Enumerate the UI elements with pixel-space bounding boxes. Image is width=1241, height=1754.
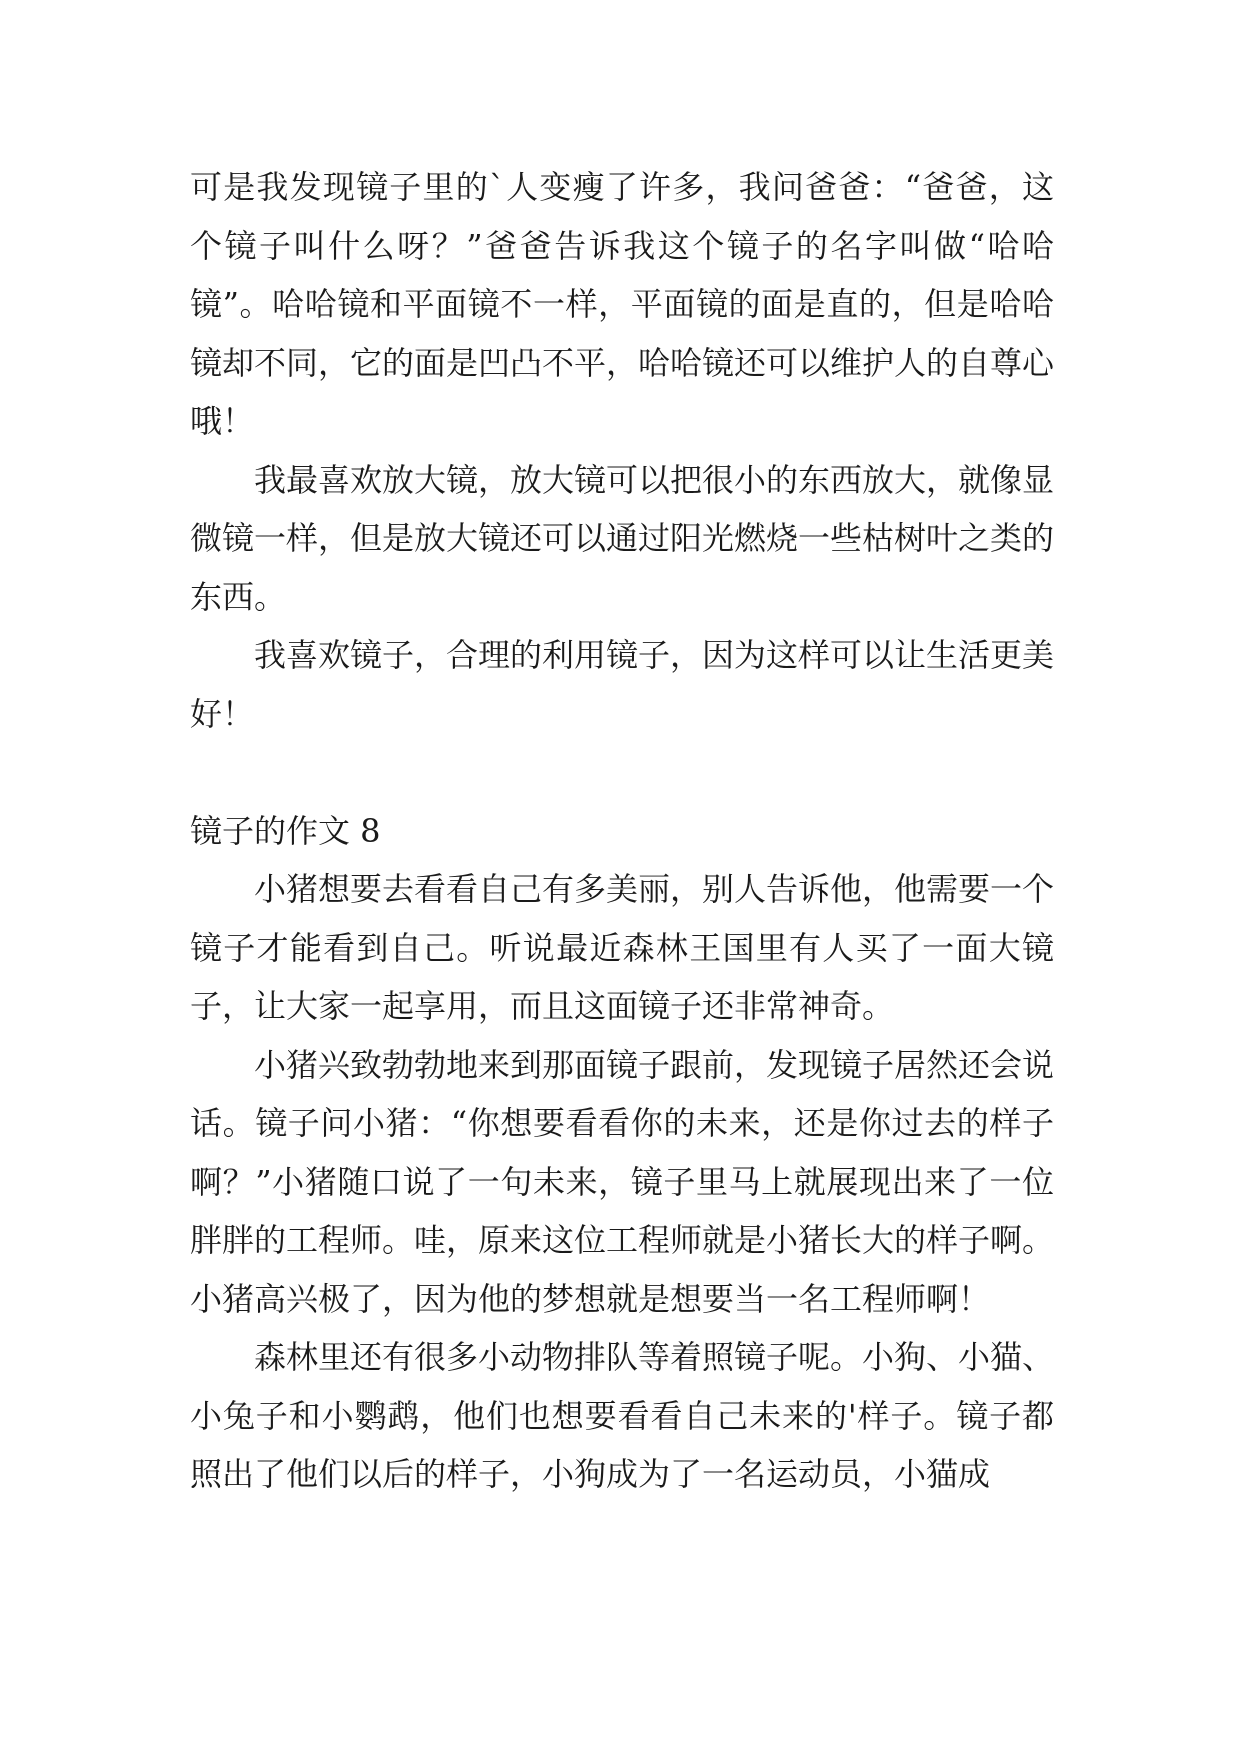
section-gap bbox=[190, 743, 1054, 802]
paragraph-animals-queue: 森林里还有很多小动物排队等着照镜子呢。小狗、小猫、小兔子和小鹦鹉，他们也想要看看自己未来的'样子。镜子都照出了他们以后的样子，小狗成为了一名运动员，小猫成 bbox=[190, 1338, 1055, 1493]
section-title: 镜子的作文 8 bbox=[190, 811, 381, 850]
paragraph-piglet-intro: 小猪想要去看看自己有多美丽，别人告诉他，他需要一个镜子才能看到自己。听说最近森林王国里有人买了一面大镜子，让大家一起享用，而且这面镜子还非常神奇。 bbox=[190, 870, 1055, 1025]
paragraph-haha-mirror: 可是我发现镜子里的`人变瘦了许多，我问爸爸：“爸爸，这个镜子叫什么呀？”爸爸告诉我这个镜子的名字叫做“哈哈镜”。哈哈镜和平面镜不一样，平面镜的面是直的，但是哈哈镜却不同，它的面是凹凸不平，哈哈镜还可以维护人的自尊心哦！ bbox=[190, 168, 1055, 440]
paragraph-piglet-future: 小猪兴致勃勃地来到那面镜子跟前，发现镜子居然还会说话。镜子问小猪：“你想要看看你的未来，还是你过去的样子啊？”小猪随口说了一句未来，镜子里马上就展现出来了一位胖胖的工程师。哇，原来这位工程师就是小猪长大的样子啊。小猪高兴极了，因为他的梦想就是想要当一名工程师啊！ bbox=[190, 1045, 1055, 1318]
paragraph-conclusion: 我喜欢镜子，合理的利用镜子，因为这样可以让生活更美好！ bbox=[190, 636, 1055, 733]
document-body bbox=[190, 158, 1054, 1504]
paragraph-magnifier: 我最喜欢放大镜，放大镜可以把很小的东西放大，就像显微镜一样，但是放大镜还可以通过阳光燃烧一些枯树叶之类的东西。 bbox=[190, 460, 1055, 616]
